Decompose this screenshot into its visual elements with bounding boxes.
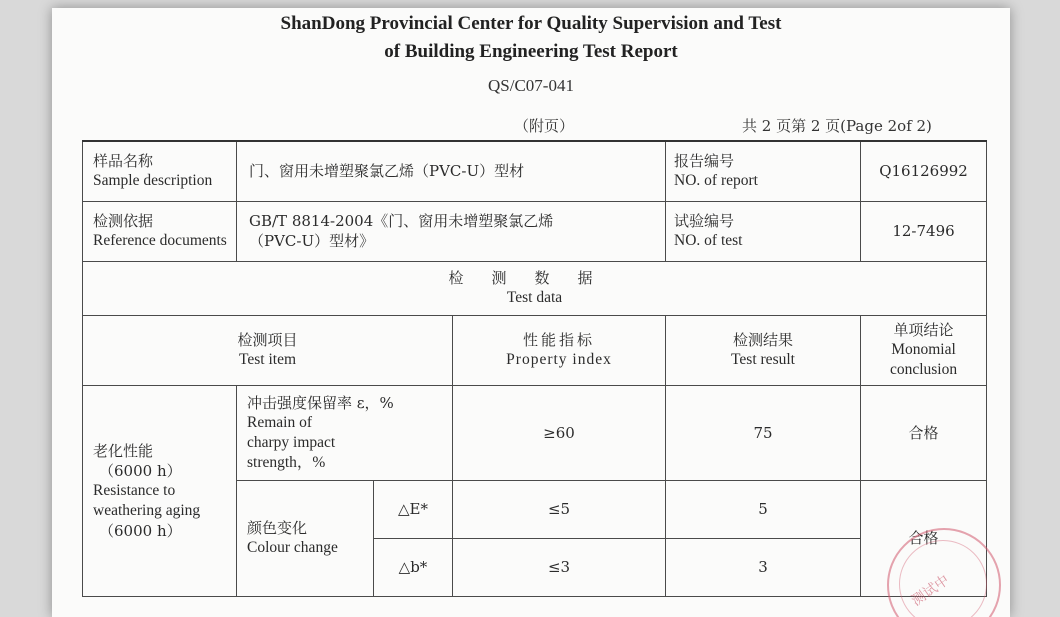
- delta-e-index: ≤5: [453, 480, 666, 538]
- charpy-en-3: strength，%: [247, 453, 326, 471]
- group-en-1: Resistance to: [93, 481, 176, 499]
- report-page: [52, 8, 1010, 617]
- ref-label-cell: [83, 201, 237, 261]
- report-table: [82, 140, 987, 597]
- col-property-index-cn: 性能指标: [523, 331, 596, 349]
- sample-label-en: Sample description: [93, 172, 213, 190]
- group-en-hours: （6000 h）: [99, 521, 182, 540]
- colour-conclusion: 合格: [861, 480, 987, 596]
- col-conclusion-en-2: conclusion: [889, 361, 958, 378]
- ref-value-line1: GB/T 8814-2004《门、窗用未增塑聚氯乙烯: [249, 212, 554, 230]
- report-no-label-cell: [666, 141, 861, 201]
- test-no-value: 12-7496: [861, 201, 987, 261]
- report-title-line2: of Building Engineering Test Report: [384, 41, 678, 62]
- test-data-title-en: Test data: [506, 289, 563, 306]
- col-test-item-en: Test item: [238, 351, 297, 368]
- appendix-label: （附页）: [514, 117, 575, 135]
- test-no-label-cell: [666, 201, 861, 261]
- col-test-result-cn: 检测结果: [733, 331, 794, 349]
- delta-e: △E*: [374, 480, 453, 538]
- ref-label-en: Reference documents: [93, 232, 227, 249]
- charpy-en-2: charpy impact: [247, 433, 336, 451]
- ref-value-cell: [237, 201, 666, 261]
- report-no-label-en: NO. of report: [674, 172, 758, 190]
- col-test-result-en: Test result: [731, 351, 795, 368]
- table-row: [83, 385, 987, 480]
- delta-b: △b*: [374, 538, 453, 596]
- charpy-index: ≥60: [453, 385, 666, 480]
- sample-label-cell: [83, 141, 237, 201]
- sample-value: 门、窗用未增塑聚氯乙烯（PVC-U）型材: [237, 141, 666, 201]
- group-cn-hours: （6000 h）: [99, 461, 182, 480]
- ref-label-cn: 检测依据: [93, 212, 154, 230]
- report-title-line1: ShanDong Provincial Center for Quality Supervision and Test: [280, 13, 782, 34]
- col-conclusion-cn: 单项结论: [893, 321, 954, 339]
- ref-value-line2: （PVC-U）型材》: [249, 232, 375, 250]
- colour-en: Colour change: [247, 539, 338, 556]
- colour-cn: 颜色变化: [247, 519, 308, 537]
- group-en-2: weathering aging: [93, 501, 201, 519]
- table-row: [83, 141, 987, 201]
- group-cell: [83, 385, 237, 596]
- report-code: QS/C07-041: [488, 76, 574, 95]
- table-row: [83, 201, 987, 261]
- col-conclusion-en-1: Monomial: [891, 341, 956, 358]
- test-no-label-en: NO. of test: [674, 232, 743, 249]
- delta-b-result: 3: [666, 538, 861, 596]
- colour-cell: [237, 480, 374, 596]
- charpy-en-1: Remain of: [247, 413, 312, 431]
- sample-label-cn: 样品名称: [93, 152, 154, 171]
- col-test-item-cn: 检测项目: [237, 331, 298, 349]
- table-row: [83, 261, 987, 315]
- table-header-row: [83, 315, 987, 385]
- test-data-heading: [83, 261, 987, 315]
- page-number: 共 2 页第 2 页(Page 2of 2): [742, 117, 932, 135]
- report-no-value: Q16126992: [861, 141, 987, 201]
- delta-b-index: ≤3: [453, 538, 666, 596]
- report-no-label-cn: 报告编号: [674, 152, 735, 171]
- stamp-text: 测试中: [908, 572, 953, 610]
- test-data-title-cn: 检测数据: [448, 269, 621, 287]
- col-test-item: [83, 315, 453, 385]
- col-property-index: [453, 315, 666, 385]
- charpy-result: 75: [666, 385, 861, 480]
- group-cn: 老化性能: [93, 441, 154, 460]
- delta-e-result: 5: [666, 480, 861, 538]
- charpy-cn: 冲击强度保留率 ε，%: [247, 393, 394, 412]
- col-property-index-en: Property index: [506, 351, 612, 368]
- charpy-conclusion: 合格: [861, 385, 987, 480]
- charpy-cell: [237, 385, 453, 480]
- test-no-label-cn: 试验编号: [674, 212, 735, 230]
- col-test-result: [666, 315, 861, 385]
- col-conclusion: [861, 315, 987, 385]
